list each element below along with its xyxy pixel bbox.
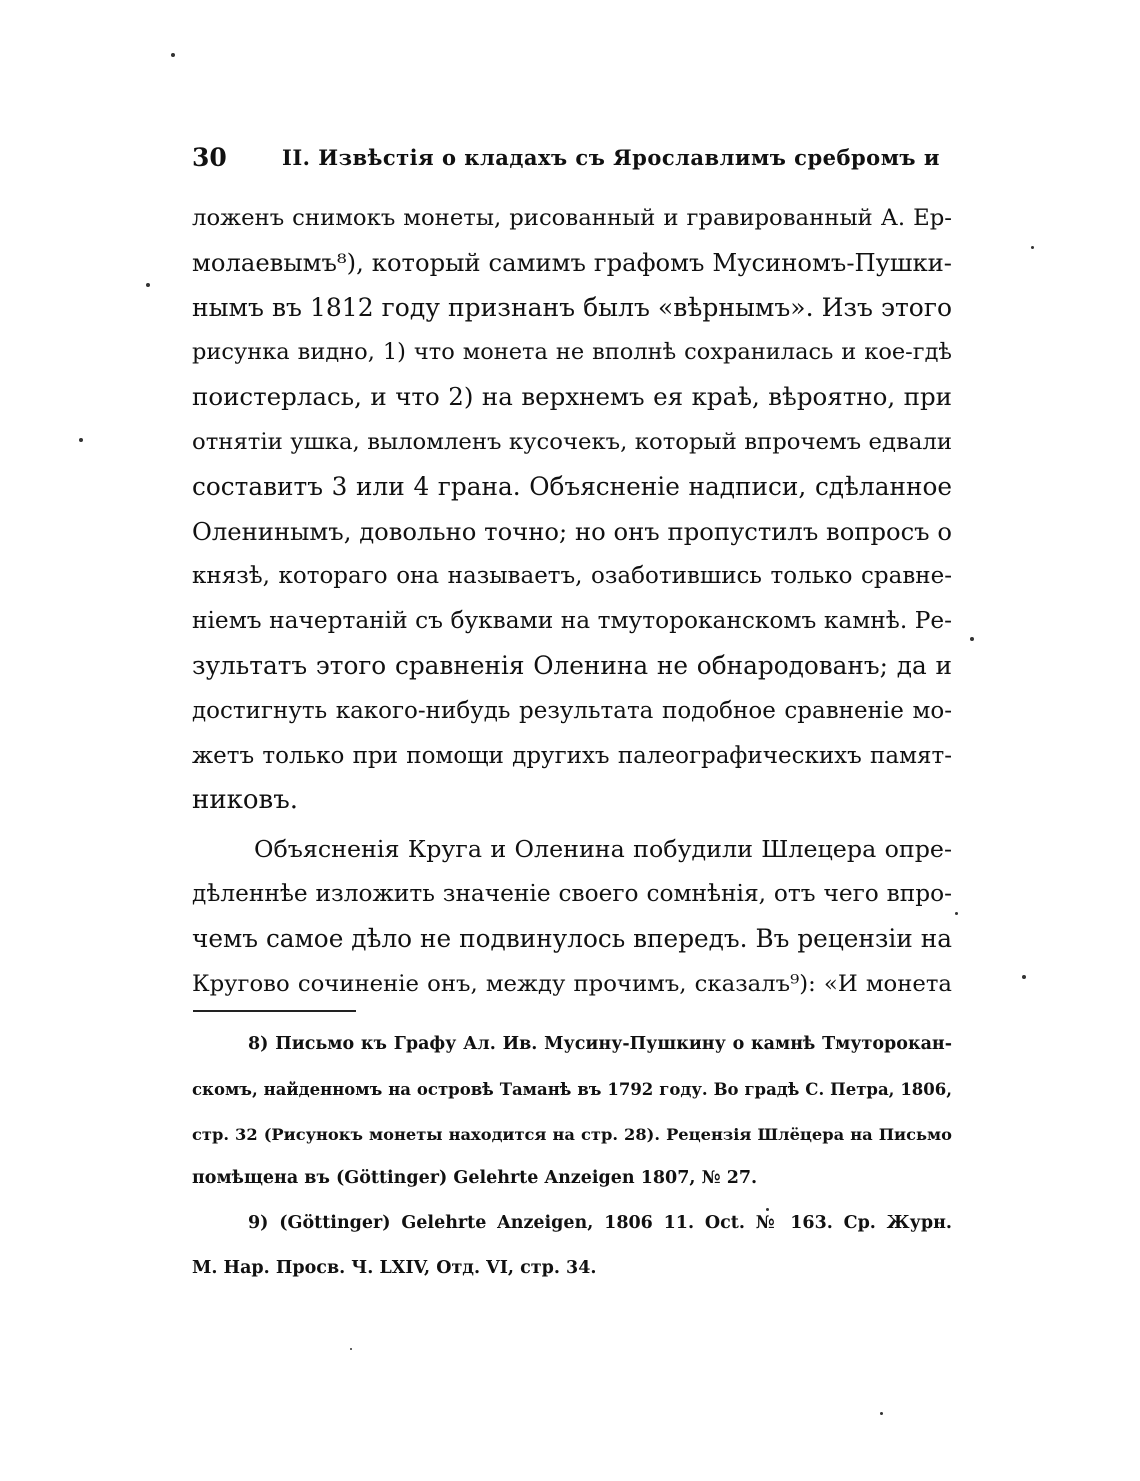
scan-speck xyxy=(350,1348,352,1350)
text-line: дѣленнѣе изложить значеніе своего сомнѣнія, отъ чего впро- xyxy=(192,879,952,907)
scan-speck xyxy=(1022,975,1026,979)
footnote-9-line: М. Нар. Просв. Ч. LXIV, Отд. VI, стр. 34. xyxy=(192,1257,597,1278)
text-line: молаевымъ⁸), который самимъ графомъ Мусиномъ-Пушки- xyxy=(192,247,952,277)
scan-speck xyxy=(171,53,175,57)
text-line: ложенъ снимокъ монеты, рисованный и гравированный А. Ер- xyxy=(192,205,952,231)
text-line: жетъ только при помощи другихъ палеографическихъ памят- xyxy=(192,742,952,769)
footnote-8-line: стр. 32 (Рисунокъ монеты находится на стр. 28). Рецензія Шлёцера на Письмо xyxy=(192,1124,952,1144)
text-line: поистерлась, и что 2) на верхнемъ ея краѣ, вѣроятно, при xyxy=(192,382,952,412)
page-header xyxy=(192,143,952,179)
text-line: ніемъ начертаній съ буквами на тмутороканскомъ камнѣ. Ре- xyxy=(192,607,952,635)
text-line: зультатъ этого сравненія Оленина не обнародованъ; да и xyxy=(192,650,952,680)
text-line: чемъ самое дѣло не подвинулось впередъ. Въ рецензіи на xyxy=(192,923,952,953)
scan-speck xyxy=(146,283,150,287)
footnote-8-line: скомъ, найденномъ на островѣ Таманѣ въ 1792 году. Во градѣ С. Петра, 1806, xyxy=(192,1079,952,1099)
footnote-8-line: 8) Письмо къ Графу Ал. Ив. Мусину-Пушкину о камнѣ Тмуторокан- xyxy=(248,1034,952,1054)
scan-speck xyxy=(970,637,974,641)
text-line: Оленинымъ, довольно точно; но онъ пропустилъ вопросъ о xyxy=(192,516,952,546)
footnote-separator xyxy=(193,1010,356,1012)
text-line: никовъ. xyxy=(192,785,299,816)
scan-speck xyxy=(955,912,958,915)
page-number: 30 xyxy=(192,143,227,172)
paragraph-first-line: Объясненія Круга и Оленина побудили Шлецера опре- xyxy=(254,835,952,864)
scan-speck xyxy=(766,1208,769,1211)
body-text xyxy=(192,196,952,1006)
text-line: составитъ 3 или 4 грана. Объясненіе надписи, сдѣланное xyxy=(192,471,952,501)
footnote-9-line: 9) (Göttinger) Gelehrte Anzeigen, 1806 11. Oct. № 163. Ср. Журн. xyxy=(248,1213,952,1234)
text-line: нымъ въ 1812 году признанъ былъ «вѣрнымъ». Изъ этого xyxy=(192,292,952,322)
text-line: достигнуть какого-нибудь результата подобное сравненіе мо- xyxy=(192,697,952,724)
footnote-8-line: помѣщена въ (Göttinger) Gelehrte Anzeigen 1807, № 27. xyxy=(192,1168,758,1189)
text-line: отнятіи ушка, выломленъ кусочекъ, который впрочемъ едвали xyxy=(192,428,952,455)
scan-speck xyxy=(79,438,83,442)
text-line: рисунка видно, 1) что монета не вполнѣ сохранилась и кое-гдѣ xyxy=(192,339,952,366)
running-title: II. Извѣстія о кладахъ съ Ярославлимъ сребромъ и xyxy=(282,145,940,170)
scan-speck xyxy=(880,1412,883,1415)
footnotes xyxy=(192,1030,952,1299)
text-line: князѣ, котораго она называетъ, озаботившись только сравне- xyxy=(192,563,952,590)
text-line: Кругово сочиненіе онъ, между прочимъ, сказалъ⁹): «И монета xyxy=(192,970,952,997)
scan-speck xyxy=(1031,246,1034,249)
